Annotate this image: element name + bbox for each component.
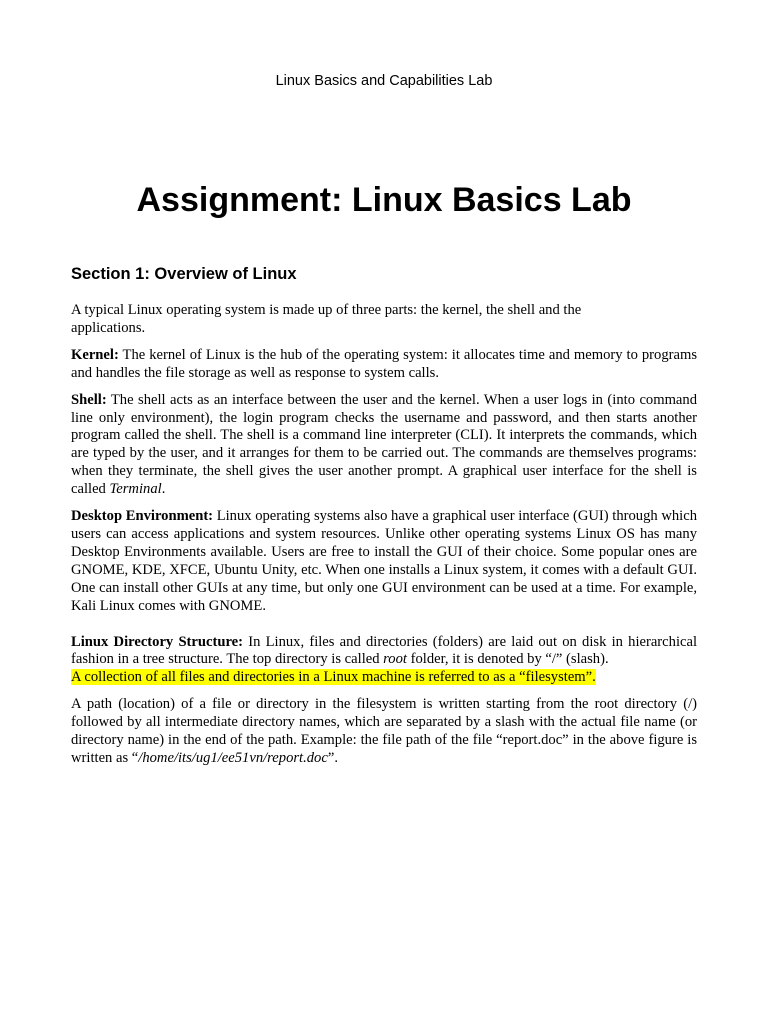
filesystem-definition (71, 669, 697, 687)
path-example: /home/its/ug1/ee51vn/report.doc (138, 749, 328, 766)
directory-text-2: folder, it is denoted by “/” (slash). (406, 651, 609, 668)
running-header: Linux Basics and Capabilities Lab (275, 73, 493, 89)
directory-paragraph (71, 634, 697, 670)
section-heading: Section 1: Overview of Linux (71, 265, 297, 283)
kernel-text: The kernel of Linux is the hub of the operating system: it allocates time and memory to programs and handles the file storage as well as response to system calls. (71, 346, 697, 381)
desktop-paragraph (71, 508, 697, 615)
terminal-term: Terminal (109, 481, 162, 498)
intro-paragraph: A typical Linux operating system is made up of three parts: the kernel, the shell and the applications. (71, 302, 582, 336)
shell-text: The shell acts as an interface between the user and the kernel. When a user logs in (into command line only environment), the login program checks the username and password, and then starts another program called the shell. The shell is a command line interpreter (CLI). It interprets the commands, which are typed by the user, and it arranges for them to be carried out. The commands are themselves programs: when they terminate, the shell gives the user another prompt. A graphical user interface for the shell is called (71, 391, 697, 498)
directory-label: Linux Directory Structure: (71, 633, 244, 650)
path-paragraph (71, 696, 697, 768)
document-title: Assignment: Linux Basics Lab (136, 181, 632, 219)
path-end: ”. (327, 749, 338, 766)
desktop-label: Desktop Environment: (71, 508, 214, 525)
shell-paragraph (71, 392, 697, 499)
directory-text-1: In Linux, files and directories (folders) are laid out on disk in hierarchical fashion in a tree structure. The top directory is called (71, 633, 698, 668)
root-term: root (383, 651, 407, 668)
shell-end: . (161, 481, 166, 498)
document-body (71, 302, 697, 768)
kernel-paragraph (71, 347, 697, 383)
desktop-text: Linux operating systems also have a graphical user interface (GUI) through which users can access applications and system resources. Unlike other operating systems Linux OS has many Desktop Environments available. Users are free to install the GUI of their choice. Some popular ones are GNOME, KDE, XFCE, Ubuntu Unity, etc. When one installs a Linux system, it comes with a default GUI. One can install other GUIs at any time, but only one GUI environment can be used at a time. For example, Kali Linux comes with GNOME. (71, 508, 697, 614)
kernel-label: Kernel: (71, 346, 119, 363)
shell-label: Shell: (71, 391, 107, 408)
highlighted-text: A collection of all files and directories in a Linux machine is referred to as a “filesystem”. (71, 669, 596, 686)
path-text: A path (location) of a file or directory in the filesystem is written starting from the root directory (/) followed by all intermediate directory names, which are separated by a slash with the actual file name (or directory name) in the end of the path. Example: the file path of the file “report.doc” in the above figure is written as “ (71, 696, 697, 766)
